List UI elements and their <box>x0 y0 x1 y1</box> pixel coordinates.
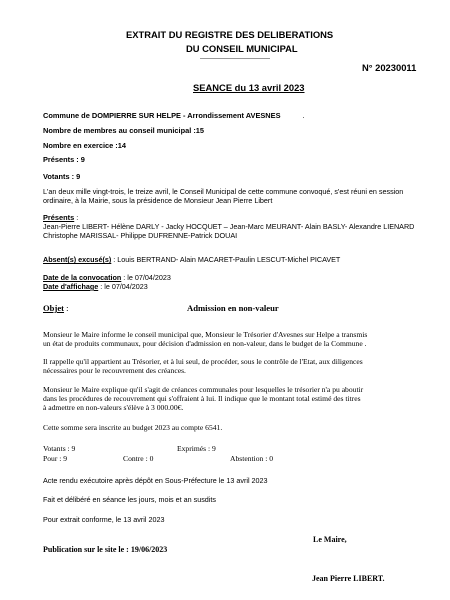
commune-line <box>43 111 305 120</box>
commune-text: Commune de DOMPIERRE SUR HELPE - Arrondissement AVESNES <box>43 111 281 120</box>
membres-count: Nombre de membres au conseil municipal :15 <box>43 126 205 135</box>
signataire-name: Jean Pierre LIBERT. <box>312 574 385 583</box>
document-title-line2: DU CONSEIL MUNICIPAL <box>186 43 298 54</box>
publication-date: Publication sur le site le : 19/06/2023 <box>43 545 168 554</box>
paragraph-1-line2: un état de produits communaux, pour décision d'admission en non-valeur, dans le budget de la Commune . <box>43 339 367 348</box>
paragraph-3-line1: Monsieur le Maire explique qu'il s'agit de créances communales pour lesquelles le trésorier n'a pu aboutir <box>43 385 364 394</box>
paragraph-2-line2: nécessaires pour le recouvrement des créances. <box>43 366 186 375</box>
votants-count: Votants : 9 <box>43 172 81 181</box>
convocation-label: Date de la convocation <box>43 273 122 282</box>
commune-dot: . <box>302 111 305 120</box>
absents-label: Absent(s) excusé(s) <box>43 255 112 264</box>
vote-contre: Contre : 0 <box>123 454 154 463</box>
presents-label: Présents <box>43 213 75 222</box>
paragraph-4: Cette somme sera inscrite au budget 2023 au compte 6541. <box>43 423 223 432</box>
paragraph-3-line3: à admettre en non-valeurs s'élève à 3 000.00€. <box>43 403 184 412</box>
presents-names-line1: Jean-Pierre LIBERT- Hélène DARLY - Jacky HOCQUET – Jean-Marc MEURANT- Alain BASLY- Alexandre LIENARD <box>43 222 415 231</box>
extrait-conforme: Pour extrait conforme, le 13 avril 2023 <box>43 515 165 524</box>
exercice-count: Nombre en exercice :14 <box>43 141 126 150</box>
vote-abstention: Abstention : 0 <box>230 454 274 463</box>
paragraph-1-line1: Monsieur le Maire informe le conseil municipal que, Monsieur le Trésorier d'Avesnes sur Helpe a transmis <box>43 330 368 339</box>
paragraph-2-line1: Il rappelle qu'il appartient au Trésorier, et à lui seul, de procéder, sous le contrôle de l'Etat, aux diligences <box>43 357 363 366</box>
le-maire-label: Le Maire, <box>313 535 347 544</box>
document-title-line1: EXTRAIT DU REGISTRE DES DELIBERATIONS <box>126 29 334 40</box>
convocation-date: : le 07/04/2023 <box>121 273 171 282</box>
affichage-label: Date d'affichage <box>43 282 99 291</box>
affichage-date: : le 07/04/2023 <box>98 282 148 291</box>
intro-line2: ordinaire, à la Mairie, sous la présidence de Monsieur Jean Pierre Libert <box>43 196 273 205</box>
vote-exprimes: Exprimés : 9 <box>177 444 216 453</box>
absents-names: : Louis BERTRAND- Alain MACARET-Paulin LESCUT-Michel PICAVET <box>111 255 341 264</box>
objet-heading <box>43 303 69 313</box>
intro-line1: L'an deux mille vingt-trois, le treize avril, le Conseil Municipal de cette commune convoqué, s'est réuni en session <box>43 187 404 196</box>
presents-names-line2: Christophe MARISSAL- Philippe DUFRENNE-Patrick DOUAI <box>43 231 238 240</box>
absents-line <box>43 255 340 264</box>
objet-label: Objet <box>43 303 65 313</box>
vote-votants: Votants : 9 <box>43 444 76 453</box>
presents-colon: : <box>74 213 79 222</box>
objet-title: Admission en non-valeur <box>187 303 279 313</box>
header-divider <box>200 58 270 59</box>
seance-title: SEANCE du 13 avril 2023 <box>193 82 305 93</box>
presents-heading <box>43 213 78 222</box>
deliberation-number: N° 20230011 <box>362 62 417 73</box>
acte-executoire: Acte rendu exécutoire après dépôt en Sous-Préfecture le 13 avril 2023 <box>43 476 268 485</box>
convocation-line <box>43 273 171 282</box>
vote-pour: Pour : 9 <box>43 454 68 463</box>
fait-delibere: Fait et délibéré en séance les jours, mois et an susdits <box>43 495 216 504</box>
paragraph-3-line2: dans les procédures de recouvrement qui s'offraient à lui. Il indique que le montant total estimé des titres <box>43 394 361 403</box>
presents-count: Présents : 9 <box>43 155 85 164</box>
objet-colon: : <box>64 303 69 313</box>
affichage-line <box>43 282 148 291</box>
